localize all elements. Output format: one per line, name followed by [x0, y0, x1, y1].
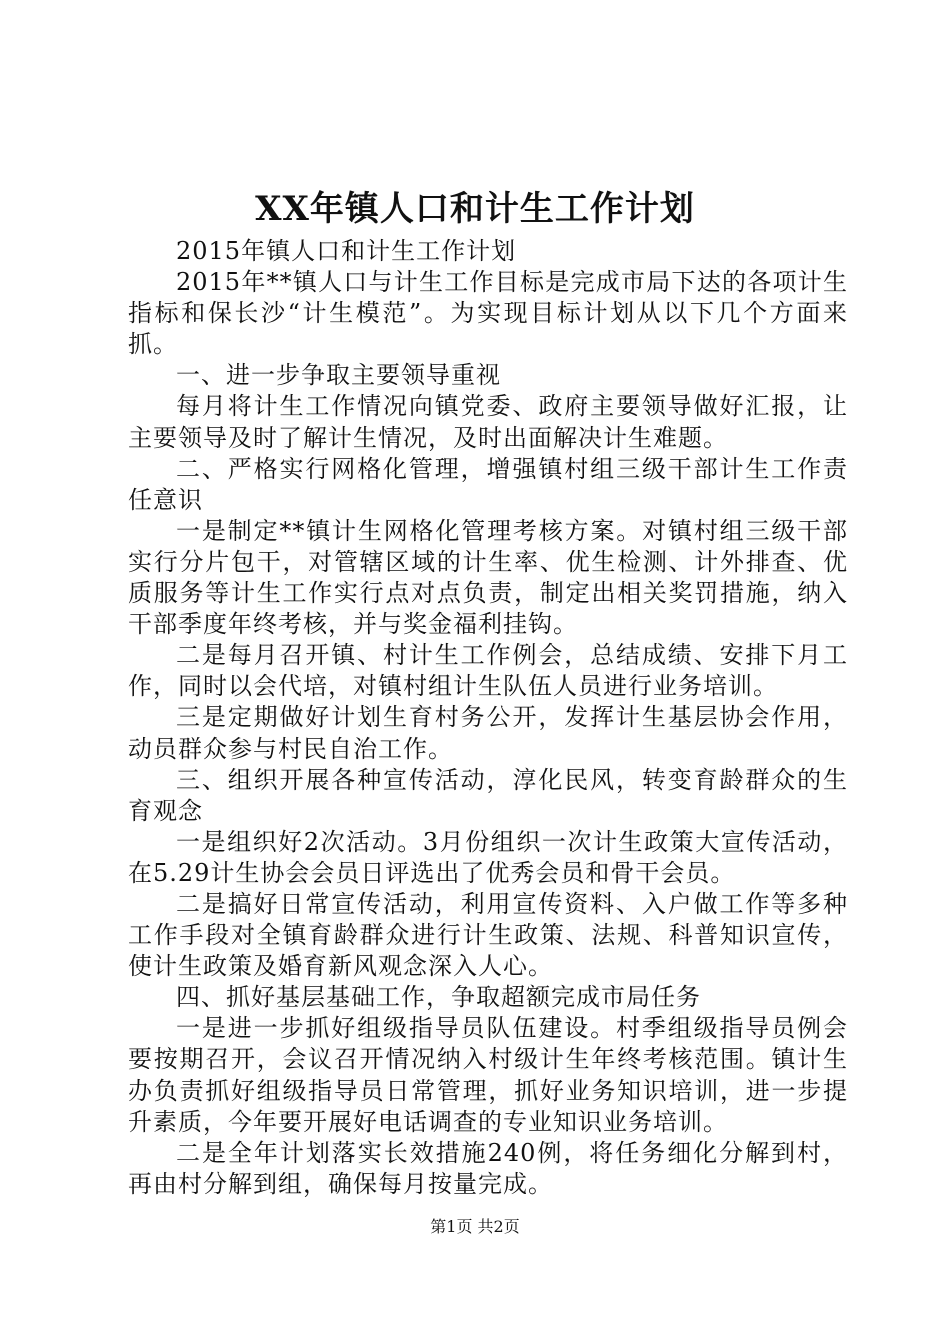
- body-paragraph: 一是进一步抓好组级指导员队伍建设。村季组级指导员例会要按期召开，会议召开情况纳入村级计生年终考核范围。镇计生办负责抓好组级指导员日常管理，抓好业务知识培训，进一步提升素质，今年要开展好电话调查的专业知识业务培训。: [128, 1014, 848, 1136]
- body-paragraph: 一是组织好2次活动。3月份组织一次计生政策大宣传活动，在5.29计生协会会员日评选出了优秀会员和骨干会员。: [128, 827, 848, 887]
- page-number-footer: 第1页 共2页: [430, 1217, 520, 1236]
- document-title: XX年镇人口和计生工作计划: [255, 189, 695, 229]
- document-body: [128, 236, 848, 1200]
- body-paragraph: 三是定期做好计划生育村务公开，发挥计生基层协会作用，动员群众参与村民自治工作。: [128, 703, 848, 763]
- body-paragraph: 二是全年计划落实长效措施240例，将任务细化分解到村，再由村分解到组，确保每月按量完成。: [128, 1138, 848, 1198]
- body-paragraph: 一是制定**镇计生网格化管理考核方案。对镇村组三级干部实行分片包干，对管辖区域的计生率、优生检测、计外排查、优质服务等计生工作实行点对点负责，制定出相关奖罚措施，纳入干部季度年终考核，并与奖金福利挂钩。: [128, 516, 848, 639]
- section-heading-1: 一、进一步争取主要领导重视: [176, 361, 501, 390]
- section-heading-3: 三、组织开展各种宣传活动，淳化民风，转变育龄群众的生育观念: [128, 765, 848, 825]
- intro-paragraph: 2015年**镇人口与计生工作目标是完成市局下达的各项计生指标和保长沙“计生模范”。为实现目标计划从以下几个方面来抓。: [128, 268, 848, 359]
- section-heading-4: 四、抓好基层基础工作，争取超额完成市局任务: [176, 983, 701, 1012]
- body-paragraph: 二是搞好日常宣传活动，利用宣传资料、入户做工作等多种工作手段对全镇育龄群众进行计生政策、法规、科普知识宣传，使计生政策及婚育新风观念深入人心。: [128, 889, 848, 981]
- section-heading-2: 二、严格实行网格化管理，增强镇村组三级干部计生工作责任意识: [128, 454, 848, 514]
- subtitle-paragraph: 2015年镇人口和计生工作计划: [176, 237, 517, 265]
- body-paragraph: 二是每月召开镇、村计生工作例会，总结成绩、安排下月工作，同时以会代培，对镇村组计生队伍人员进行业务培训。: [128, 641, 848, 701]
- body-paragraph: 每月将计生工作情况向镇党委、政府主要领导做好汇报，让主要领导及时了解计生情况，及时出面解决计生难题。: [128, 392, 848, 452]
